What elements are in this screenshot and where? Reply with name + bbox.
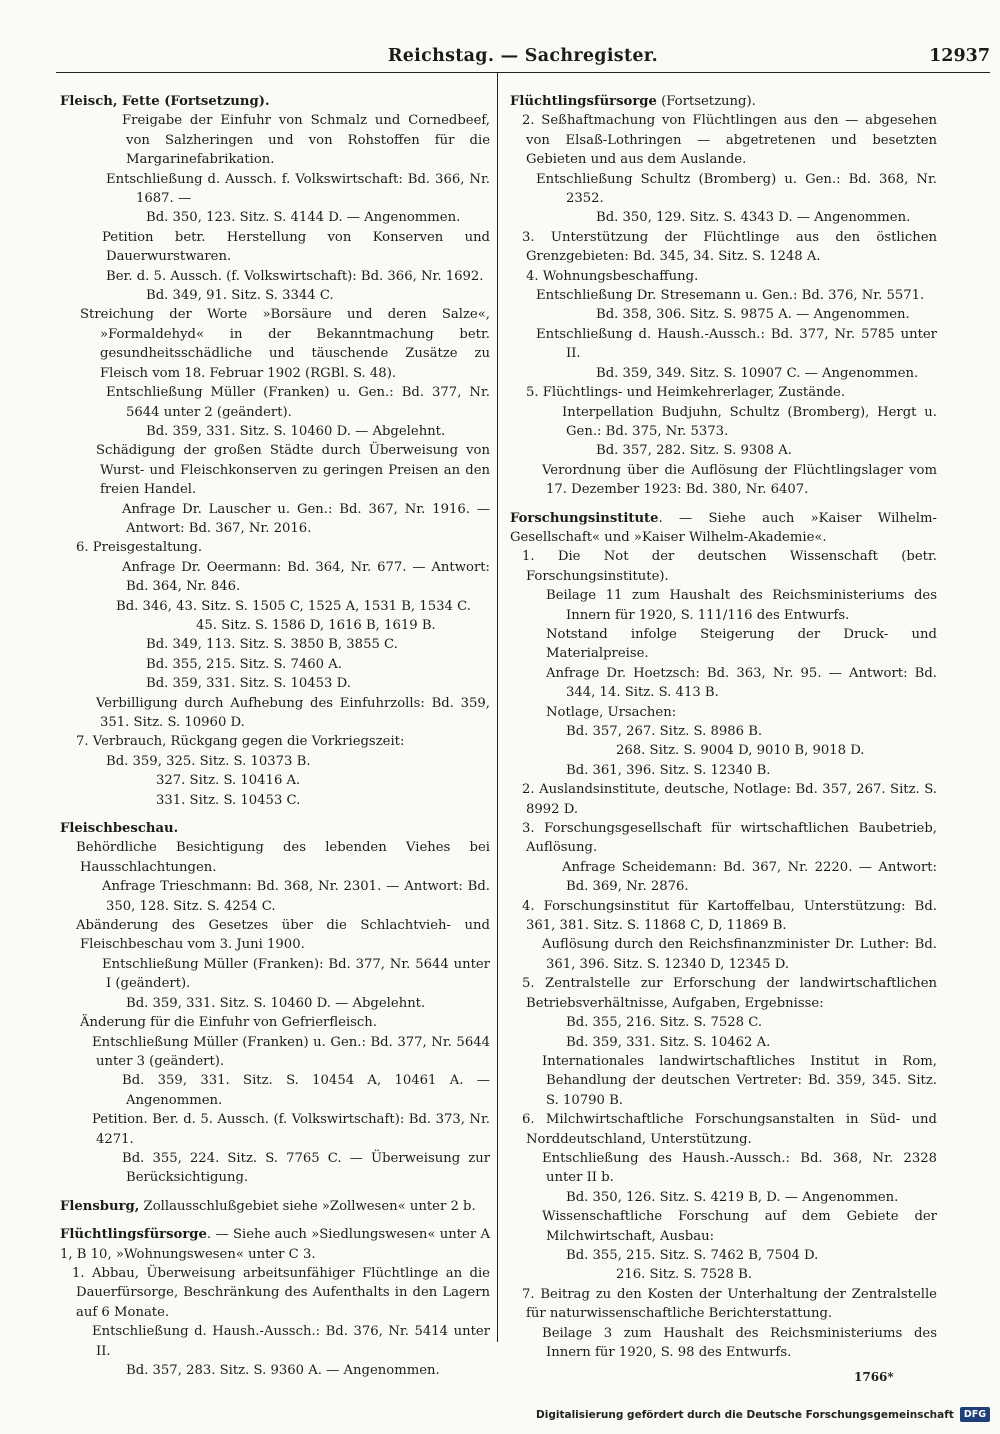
index-entry: 7. Verbrauch, Rückgang gegen die Vorkriegszeit: — [76, 734, 405, 750]
index-entry: 327. Sitz. S. 10416 A. — [156, 773, 301, 789]
index-entry: Entschließung Schultz (Bromberg) u. Gen.: Bd. 368, Nr. 2352. — [536, 171, 937, 207]
index-entry: Verbilligung durch Aufhebung des Einfuhrzolls: Bd. 359, 351. Sitz. S. 10960 D. — [96, 695, 490, 730]
index-entry: 4. Forschungsinstitut für Kartoffelbau, Unterstützung: Bd. 361, 381. Sitz. S. 11868 C, D, 11869 B. — [522, 898, 937, 934]
index-heading: Forschungsinstitute. — Siehe auch »Kaiser Wilhelm-Gesellschaft« und »Kaiser Wilhelm-Akademie«. — [510, 510, 937, 545]
entry-gap — [60, 1188, 490, 1197]
index-entry: Bd. 350, 129. Sitz. S. 4343 D. — Angenommen. — [596, 210, 911, 226]
index-entry: 3. Unterstützung der Flüchtlinge aus den östlichen Grenzgebieten: Bd. 345, 34. Sitz. S. 1248 A. — [522, 229, 937, 265]
index-entry: Bd. 355, 215. Sitz. S. 7462 B, 7504 D. — [566, 1247, 819, 1263]
left-column — [60, 92, 490, 1380]
footer-text: Digitalisierung gefördert durch die Deutsche Forschungsgemeinschaft — [536, 1408, 954, 1421]
index-entry: Interpellation Budjuhn, Schultz (Bromberg), Hergt u. Gen.: Bd. 375, Nr. 5373. — [562, 404, 937, 439]
index-heading: Flüchtlingsfürsorge. — Siehe auch »Siedlungswesen« unter A 1, B 10, »Wohnungswesen« unter C 3. — [60, 1227, 490, 1262]
index-entry: Streichung der Worte »Borsäure und deren Salze«, »Formaldehyd« in der Bekanntmachung betr. gesundheitsschädliche und täuschende Zusätze zu Fleisch vom 18. Februar 1902 (RGBl. S. 48). — [80, 307, 490, 381]
index-entry: Entschließung des Haush.-Aussch.: Bd. 368, Nr. 2328 unter II b. — [542, 1150, 937, 1186]
index-entry: Entschließung Müller (Franken): Bd. 377, Nr. 5644 unter I (geändert). — [102, 956, 490, 992]
index-entry: Anfrage Dr. Oeermann: Bd. 364, Nr. 677. — Antwort: Bd. 364, Nr. 846. — [122, 559, 490, 595]
index-entry: Bd. 359, 331. Sitz. S. 10462 A. — [566, 1034, 771, 1050]
entry-gap — [60, 810, 490, 819]
index-entry: Bd. 349, 113. Sitz. S. 3850 B, 3855 C. — [146, 637, 398, 653]
index-entry: 4. Wohnungsbeschaffung. — [526, 268, 699, 284]
index-entry: Entschließung Müller (Franken) u. Gen.: Bd. 377, Nr. 5644 unter 2 (geändert). — [106, 385, 490, 420]
index-entry: 1. Die Not der deutschen Wissenschaft (betr. Forschungsinstitute). — [522, 549, 937, 584]
index-entry: Entschließung Dr. Stresemann u. Gen.: Bd. 376, Nr. 5571. — [536, 288, 925, 304]
index-entry: 3. Forschungsgesellschaft für wirtschaftlichen Baubetrieb, Auflösung. — [522, 821, 937, 856]
index-entry: Bd. 359, 349. Sitz. S. 10907 C. — Angenommen. — [596, 365, 919, 381]
index-entry: Abänderung des Gesetzes über die Schlachtvieh- und Fleischbeschau vom 3. Juni 1900. — [76, 918, 490, 953]
index-entry: Anfrage Scheidemann: Bd. 367, Nr. 2220. — Antwort: Bd. 369, Nr. 2876. — [562, 859, 937, 895]
index-entry: Bd. 359, 331. Sitz. S. 10454 A, 10461 A. — Angenommen. — [122, 1073, 490, 1108]
index-entry: 45. Sitz. S. 1586 D, 1616 B, 1619 B. — [196, 617, 436, 633]
index-entry: Ber. d. 5. Aussch. (f. Volkswirtschaft): Bd. 366, Nr. 1692. — [106, 268, 484, 284]
index-entry: 2. Seßhaftmachung von Flüchtlingen aus den — abgesehen von Elsaß-Lothringen — abgetretenen und besetzten Gebieten und aus dem Auslande. — [522, 113, 937, 168]
index-entry: Bd. 359, 331. Sitz. S. 10460 D. — Abgelehnt. — [146, 423, 446, 439]
dfg-logo: DFG — [960, 1407, 990, 1422]
index-entry: Bd. 355, 215. Sitz. S. 7460 A. — [146, 656, 342, 672]
index-entry: Bd. 359, 331. Sitz. S. 10460 D. — Abgelehnt. — [126, 995, 426, 1011]
index-entry: Internationales landwirtschaftliches Institut in Rom, Behandlung der deutschen Vertreter: Bd. 359, 345. Sitz. S. 10790 B. — [542, 1053, 937, 1108]
index-entry: 5. Flüchtlings- und Heimkehrerlager, Zustände. — [526, 385, 846, 401]
index-entry: Bd. 358, 306. Sitz. S. 9875 A. — Angenommen. — [596, 307, 910, 323]
index-entry: Schädigung der großen Städte durch Überweisung von Wurst- und Fleischkonserven zu geringen Preisen an den freien Handel. — [96, 443, 490, 498]
page-number: 12937 — [929, 46, 990, 66]
index-heading: Fleischbeschau. — [60, 821, 179, 837]
index-entry: 7. Beitrag zu den Kosten der Unterhaltung der Zentralstelle für naturwissenschaftliche Berichterstattung. — [522, 1286, 937, 1322]
entry-gap — [60, 1216, 490, 1225]
index-entry: Wissenschaftliche Forschung auf dem Gebiete der Milchwirtschaft, Ausbau: — [542, 1209, 937, 1244]
index-entry: Anfrage Trieschmann: Bd. 368, Nr. 2301. — Antwort: Bd. 350, 128. Sitz. S. 4254 C. — [102, 879, 490, 914]
index-entry: Bd. 346, 43. Sitz. S. 1505 C, 1525 A, 1531 B, 1534 C. — [116, 598, 471, 614]
index-entry: 268. Sitz. S. 9004 D, 9010 B, 9018 D. — [616, 743, 865, 759]
index-entry: 6. Milchwirtschaftliche Forschungsanstalten in Süd- und Norddeutschland, Unterstützung. — [522, 1112, 937, 1147]
index-entry: 6. Preisgestaltung. — [76, 540, 203, 556]
entry-gap — [510, 500, 937, 509]
index-entry: Bd. 361, 396. Sitz. S. 12340 B. — [566, 762, 771, 778]
index-entry: Änderung für die Einfuhr von Gefrierfleisch. — [80, 1015, 377, 1031]
index-entry: Behördliche Besichtigung des lebenden Viehes bei Hausschlachtungen. — [76, 840, 490, 875]
index-entry: 1. Abbau, Überweisung arbeitsunfähiger Flüchtlinge an die Dauerfürsorge, Beschränkung des Aufenthalts in den Lagern auf 6 Monate. — [72, 1265, 490, 1320]
index-entry: Beilage 11 zum Haushalt des Reichsministeriums des Innern für 1920, S. 111/116 des Entwurfs. — [546, 588, 937, 623]
index-entry: Bd. 357, 282. Sitz. S. 9308 A. — [596, 443, 792, 459]
index-heading: Flüchtlingsfürsorge (Fortsetzung). — [510, 94, 756, 109]
index-entry: Bd. 350, 123. Sitz. S. 4144 D. — Angenommen. — [146, 210, 461, 226]
index-entry: Entschließung d. Aussch. f. Volkswirtschaft: Bd. 366, Nr. 1687. — — [106, 171, 490, 207]
index-entry: Bd. 349, 91. Sitz. S. 3344 C. — [146, 288, 334, 304]
index-entry: Entschließung d. Haush.-Aussch.: Bd. 377, Nr. 5785 unter II. — [536, 326, 937, 362]
index-entry: Verordnung über die Auflösung der Flüchtlingslager vom 17. Dezember 1923: Bd. 380, Nr. 6407. — [542, 462, 937, 498]
index-heading: Fleisch, Fette (Fortsetzung). — [60, 94, 270, 109]
running-title: Reichstag. — Sachregister. — [387, 46, 659, 66]
header-rule — [56, 72, 990, 73]
index-entry: 2. Auslandsinstitute, deutsche, Notlage: Bd. 357, 267. Sitz. S. 8992 D. — [522, 782, 937, 817]
index-entry: Bd. 359, 325. Sitz. S. 10373 B. — [106, 753, 311, 769]
index-entry: Notstand infolge Steigerung der Druck- und Materialpreise. — [546, 626, 937, 662]
index-entry: Notlage, Ursachen: — [546, 704, 677, 720]
index-entry: Bd. 357, 283. Sitz. S. 9360 A. — Angenommen. — [126, 1363, 440, 1378]
index-heading: Flensburg, Zollausschlußgebiet siehe »Zollwesen« unter 2 b. — [60, 1198, 476, 1214]
index-entry: Auflösung durch den Reichsfinanzminister Dr. Luther: Bd. 361, 396. Sitz. S. 12340 D, 12345 D. — [542, 937, 937, 972]
index-entry: Freigabe der Einfuhr von Schmalz und Cornedbeef, von Salzheringen und von Rohstoffen für die Margarinefabrikation. — [122, 113, 490, 168]
index-entry: Bd. 355, 216. Sitz. S. 7528 C. — [566, 1015, 763, 1031]
page-header — [56, 46, 990, 74]
index-entry: 331. Sitz. S. 10453 C. — [156, 792, 301, 808]
index-entry: Anfrage Dr. Hoetzsch: Bd. 363, Nr. 95. — Antwort: Bd. 344, 14. Sitz. S. 413 B. — [546, 665, 937, 701]
index-entry: Bd. 350, 126. Sitz. S. 4219 B, D. — Angenommen. — [566, 1189, 899, 1205]
index-entry: Entschließung Müller (Franken) u. Gen.: Bd. 377, Nr. 5644 unter 3 (geändert). — [92, 1034, 490, 1069]
index-entry: Petition betr. Herstellung von Konserven und Dauerwurstwaren. — [102, 229, 490, 265]
index-entry: 216. Sitz. S. 7528 B. — [616, 1267, 753, 1283]
index-entry: Bd. 357, 267. Sitz. S. 8986 B. — [566, 724, 763, 739]
index-entry: 5. Zentralstelle zur Erforschung der landwirtschaftlichen Betriebsverhältnisse, Aufgaben, Ergebnisse: — [522, 976, 937, 1011]
index-entry: Beilage 3 zum Haushalt des Reichsministeriums des Innern für 1920, S. 98 des Entwurfs. — [542, 1325, 937, 1360]
footer-credit — [536, 1407, 990, 1422]
index-entry: Bd. 359, 331. Sitz. S. 10453 D. — [146, 676, 351, 692]
sheet-signature: 1766* — [854, 1370, 894, 1384]
index-entry: Entschließung d. Haush.-Aussch.: Bd. 376, Nr. 5414 unter II. — [92, 1324, 490, 1359]
index-entry: Petition. Ber. d. 5. Aussch. (f. Volkswirtschaft): Bd. 373, Nr. 4271. — [92, 1112, 490, 1147]
column-divider — [497, 72, 498, 1342]
right-column — [510, 92, 937, 1362]
index-entry: Bd. 355, 224. Sitz. S. 7765 C. — Überweisung zur Berücksichtigung. — [122, 1150, 490, 1186]
index-entry: Anfrage Dr. Lauscher u. Gen.: Bd. 367, Nr. 1916. — Antwort: Bd. 367, Nr. 2016. — [122, 501, 490, 536]
